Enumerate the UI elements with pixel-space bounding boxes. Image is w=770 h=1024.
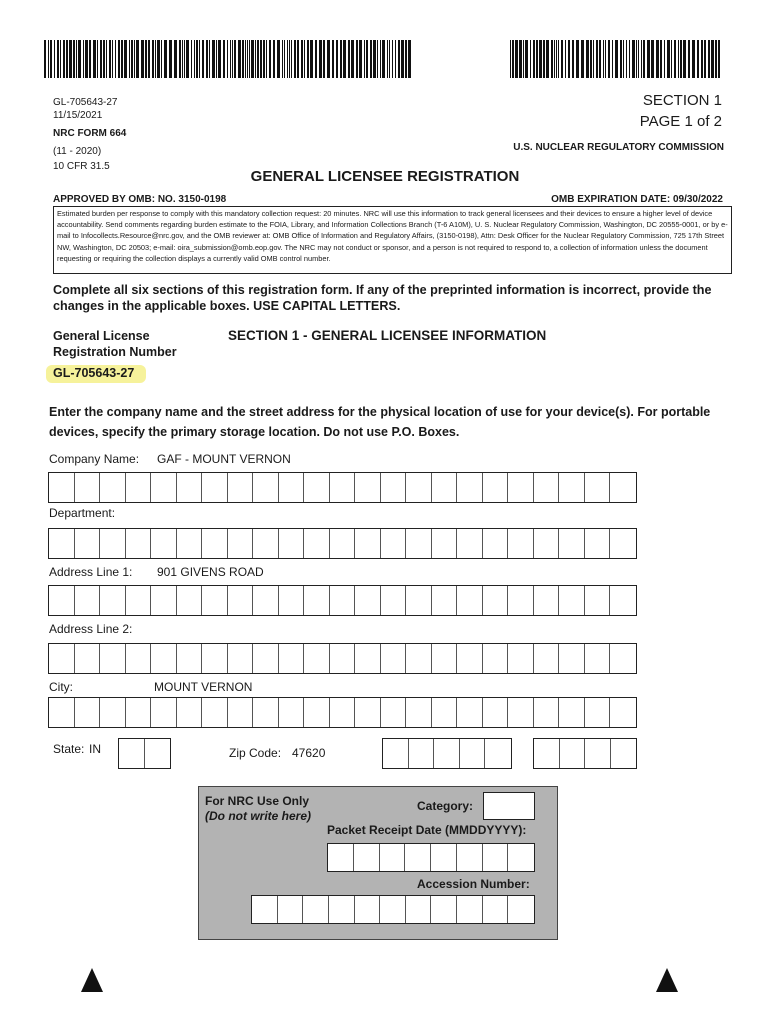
char-cell[interactable] [559,644,585,673]
char-cell[interactable] [460,739,486,768]
char-cell[interactable] [177,586,203,615]
city-label: City: [49,680,73,694]
receipt-date-label: Packet Receipt Date (MMDDYYYY): [327,823,527,837]
zip-extension-field[interactable] [533,738,637,769]
char-cell[interactable] [100,698,126,727]
char-cell[interactable] [611,739,637,768]
char-cell[interactable] [49,529,75,558]
char-cell[interactable] [126,529,152,558]
char-cell[interactable] [330,529,356,558]
department-label: Department: [49,506,116,520]
char-cell[interactable] [559,698,585,727]
char-cell[interactable] [202,586,228,615]
char-cell[interactable] [355,644,381,673]
char-cell[interactable] [202,644,228,673]
char-cell[interactable] [330,644,356,673]
char-cell[interactable] [126,473,152,502]
address1-label: Address Line 1: [49,565,133,579]
char-cell[interactable] [483,644,509,673]
char-cell[interactable] [409,739,435,768]
char-cell[interactable] [329,896,355,923]
omb-expiration: OMB EXPIRATION DATE: 09/30/2022 [551,194,723,205]
registration-label-line1: General License [53,329,150,343]
char-cell[interactable] [508,586,534,615]
char-cell[interactable] [151,698,177,727]
char-cell[interactable] [177,644,203,673]
instructions: Complete all six sections of this registration form. If any of the preprinted information is incorrect, provide the changes in the applicable boxes. USE CAPITAL LETTERS. [53,283,712,313]
char-cell[interactable] [279,473,305,502]
char-cell[interactable] [534,739,560,768]
address-instructions: Enter the company name and the street address for the physical location of use for your device(s). For portable devices, specify the primary storage location. Do not use P.O. Boxes. [49,405,711,439]
char-cell[interactable] [151,473,177,502]
char-cell[interactable] [253,644,279,673]
char-cell[interactable] [483,586,509,615]
char-cell[interactable] [75,473,101,502]
char-cell[interactable] [330,586,356,615]
company-name-value: GAF - MOUNT VERNON [157,452,291,466]
form-date: 11/15/2021 [53,110,103,121]
char-cell[interactable] [151,644,177,673]
category-field[interactable] [483,792,535,820]
char-cell[interactable] [75,644,101,673]
char-cell[interactable] [381,644,407,673]
char-cell[interactable] [508,473,534,502]
char-cell[interactable] [406,586,432,615]
char-cell[interactable] [49,644,75,673]
char-cell[interactable] [355,473,381,502]
registration-number: GL-705643-27 [53,366,135,380]
address1-value: 901 GIVENS ROAD [157,565,264,579]
cfr-reference: 10 CFR 31.5 [53,161,110,172]
company-name-label: Company Name: [49,452,140,466]
char-cell[interactable] [560,739,586,768]
company-name-field[interactable] [48,472,637,503]
char-cell[interactable] [534,529,560,558]
char-cell[interactable] [585,586,611,615]
zip-field[interactable] [382,738,512,769]
char-cell[interactable] [457,644,483,673]
state-label: State: [53,742,85,756]
char-cell[interactable] [457,473,483,502]
char-cell[interactable] [406,529,432,558]
char-cell[interactable] [406,896,432,923]
char-cell[interactable] [253,529,279,558]
char-cell[interactable] [304,529,330,558]
char-cell[interactable] [100,529,126,558]
char-cell[interactable] [457,698,483,727]
barcode-left [44,40,412,78]
form-id: GL-705643-27 [53,97,118,108]
char-cell[interactable] [279,586,305,615]
char-cell[interactable] [431,896,457,923]
char-cell[interactable] [380,844,406,871]
char-cell[interactable] [304,698,330,727]
char-cell[interactable] [119,739,145,768]
char-cell[interactable] [508,644,534,673]
char-cell[interactable] [145,739,171,768]
char-cell[interactable] [585,698,611,727]
char-cell[interactable] [483,698,509,727]
char-cell[interactable] [49,473,75,502]
char-cell[interactable] [381,473,407,502]
char-cell[interactable] [434,739,460,768]
omb-approval: APPROVED BY OMB: NO. 3150-0198 [53,194,227,205]
accession-label: Accession Number: [417,877,530,891]
state-field[interactable] [118,738,171,769]
address2-field[interactable] [48,643,637,674]
char-cell[interactable] [457,586,483,615]
char-cell[interactable] [381,698,407,727]
state-value: IN [89,742,101,756]
char-cell[interactable] [585,739,611,768]
char-cell[interactable] [355,698,381,727]
char-cell[interactable] [432,698,458,727]
char-cell[interactable] [304,644,330,673]
char-cell[interactable] [330,473,356,502]
char-cell[interactable] [559,529,585,558]
char-cell[interactable] [485,739,511,768]
char-cell[interactable] [279,644,305,673]
char-cell[interactable] [328,844,354,871]
char-cell[interactable] [100,473,126,502]
char-cell[interactable] [431,844,457,871]
char-cell[interactable] [75,586,101,615]
alignment-triangle-left [81,968,103,992]
char-cell[interactable] [126,644,152,673]
char-cell[interactable] [534,644,560,673]
char-cell[interactable] [508,529,534,558]
address1-field[interactable] [48,585,637,616]
char-cell[interactable] [534,698,560,727]
char-cell[interactable] [126,698,152,727]
char-cell[interactable] [49,586,75,615]
char-cell[interactable] [432,529,458,558]
char-cell[interactable] [228,473,254,502]
char-cell[interactable] [559,586,585,615]
page-number: PAGE 1 of 2 [639,113,722,130]
agency-name: U.S. NUCLEAR REGULATORY COMMISSION [513,142,724,153]
char-cell[interactable] [177,473,203,502]
page-title: GENERAL LICENSEE REGISTRATION [250,168,520,185]
char-cell[interactable] [508,896,534,923]
nrc-use-title: For NRC Use Only [205,794,310,808]
char-cell[interactable] [253,586,279,615]
barcode-right [510,40,722,78]
department-field[interactable] [48,528,637,559]
char-cell[interactable] [610,698,636,727]
nrc-use-subtitle: (Do not write here) [205,809,312,823]
char-cell[interactable] [355,529,381,558]
char-cell[interactable] [508,844,534,871]
char-cell[interactable] [383,739,409,768]
address2-label: Address Line 2: [49,622,133,636]
char-cell[interactable] [457,896,483,923]
char-cell[interactable] [304,473,330,502]
char-cell[interactable] [252,896,278,923]
char-cell[interactable] [151,586,177,615]
accession-field[interactable] [251,895,535,924]
char-cell[interactable] [432,644,458,673]
char-cell[interactable] [253,698,279,727]
alignment-triangle-right [656,968,678,992]
char-cell[interactable] [228,586,254,615]
char-cell[interactable] [457,529,483,558]
char-cell[interactable] [406,473,432,502]
char-cell[interactable] [100,644,126,673]
char-cell[interactable] [432,473,458,502]
char-cell[interactable] [483,844,509,871]
char-cell[interactable] [228,529,254,558]
char-cell[interactable] [380,896,406,923]
char-cell[interactable] [534,586,560,615]
form-name: NRC FORM 664 [53,128,127,139]
char-cell[interactable] [381,586,407,615]
char-cell[interactable] [49,698,75,727]
category-label: Category: [417,799,474,813]
char-cell[interactable] [585,473,611,502]
receipt-date-field[interactable] [327,843,535,872]
char-cell[interactable] [585,529,611,558]
city-field[interactable] [48,697,637,728]
burden-notice: Estimated burden per response to comply with this mandatory collection request: 20 minutes. NRC will use this information to track general licensees and their devices to ensure a higher level of device accountability. Send comments regarding burden estimate to the FOIA, Library, and Information Collections Branch (T-6 A10M), U. S. Nuclear Regulatory Commission, Washington, DC 20555-0001, or by e-mail to Infocollects.Resource@nrc.gov, and the OMB reviewer at: OMB Office of Information and Regulatory Affairs, (3150-0198), Attn: Desk Officer for the Nuclear Regulatory Commission, 725 17th Street NW, Washington, DC 20503; e-mail: oira_submission@omb.eop.gov. The NRC may not conduct or sponsor, and a person is not required to respond to, a collection of information unless the document requesting or requiring the collection displays a currently valid OMB control number. [53,206,732,274]
char-cell[interactable] [432,586,458,615]
char-cell[interactable] [202,698,228,727]
char-cell[interactable] [303,896,329,923]
char-cell[interactable] [610,529,636,558]
city-value: MOUNT VERNON [154,680,253,694]
char-cell[interactable] [354,844,380,871]
char-cell[interactable] [279,698,305,727]
char-cell[interactable] [304,586,330,615]
char-cell[interactable] [75,698,101,727]
char-cell[interactable] [177,698,203,727]
section-title: SECTION 1 - GENERAL LICENSEE INFORMATION [228,328,547,343]
char-cell[interactable] [483,473,509,502]
char-cell[interactable] [100,586,126,615]
char-cell[interactable] [278,896,304,923]
char-cell[interactable] [202,529,228,558]
char-cell[interactable] [483,529,509,558]
char-cell[interactable] [508,698,534,727]
char-cell[interactable] [75,529,101,558]
char-cell[interactable] [406,698,432,727]
char-cell[interactable] [202,473,228,502]
char-cell[interactable] [228,644,254,673]
char-cell[interactable] [330,698,356,727]
char-cell[interactable] [253,473,279,502]
char-cell[interactable] [177,529,203,558]
char-cell[interactable] [406,644,432,673]
char-cell[interactable] [381,529,407,558]
char-cell[interactable] [355,586,381,615]
registration-label-line2: Registration Number [53,345,177,359]
section-number: SECTION 1 [642,92,722,109]
char-cell[interactable] [585,644,611,673]
zip-value: 47620 [292,746,326,760]
char-cell[interactable] [228,698,254,727]
char-cell[interactable] [534,473,560,502]
registration-label [53,328,177,360]
char-cell[interactable] [559,473,585,502]
char-cell[interactable] [610,644,636,673]
char-cell[interactable] [483,896,509,923]
char-cell[interactable] [355,896,381,923]
char-cell[interactable] [610,586,636,615]
char-cell[interactable] [151,529,177,558]
char-cell[interactable] [610,473,636,502]
zip-label: Zip Code: [229,746,282,760]
char-cell[interactable] [279,529,305,558]
form-revision: (11 - 2020) [53,146,102,157]
char-cell[interactable] [126,586,152,615]
char-cell[interactable] [457,844,483,871]
nrc-use-only-panel [198,786,558,940]
char-cell[interactable] [405,844,431,871]
